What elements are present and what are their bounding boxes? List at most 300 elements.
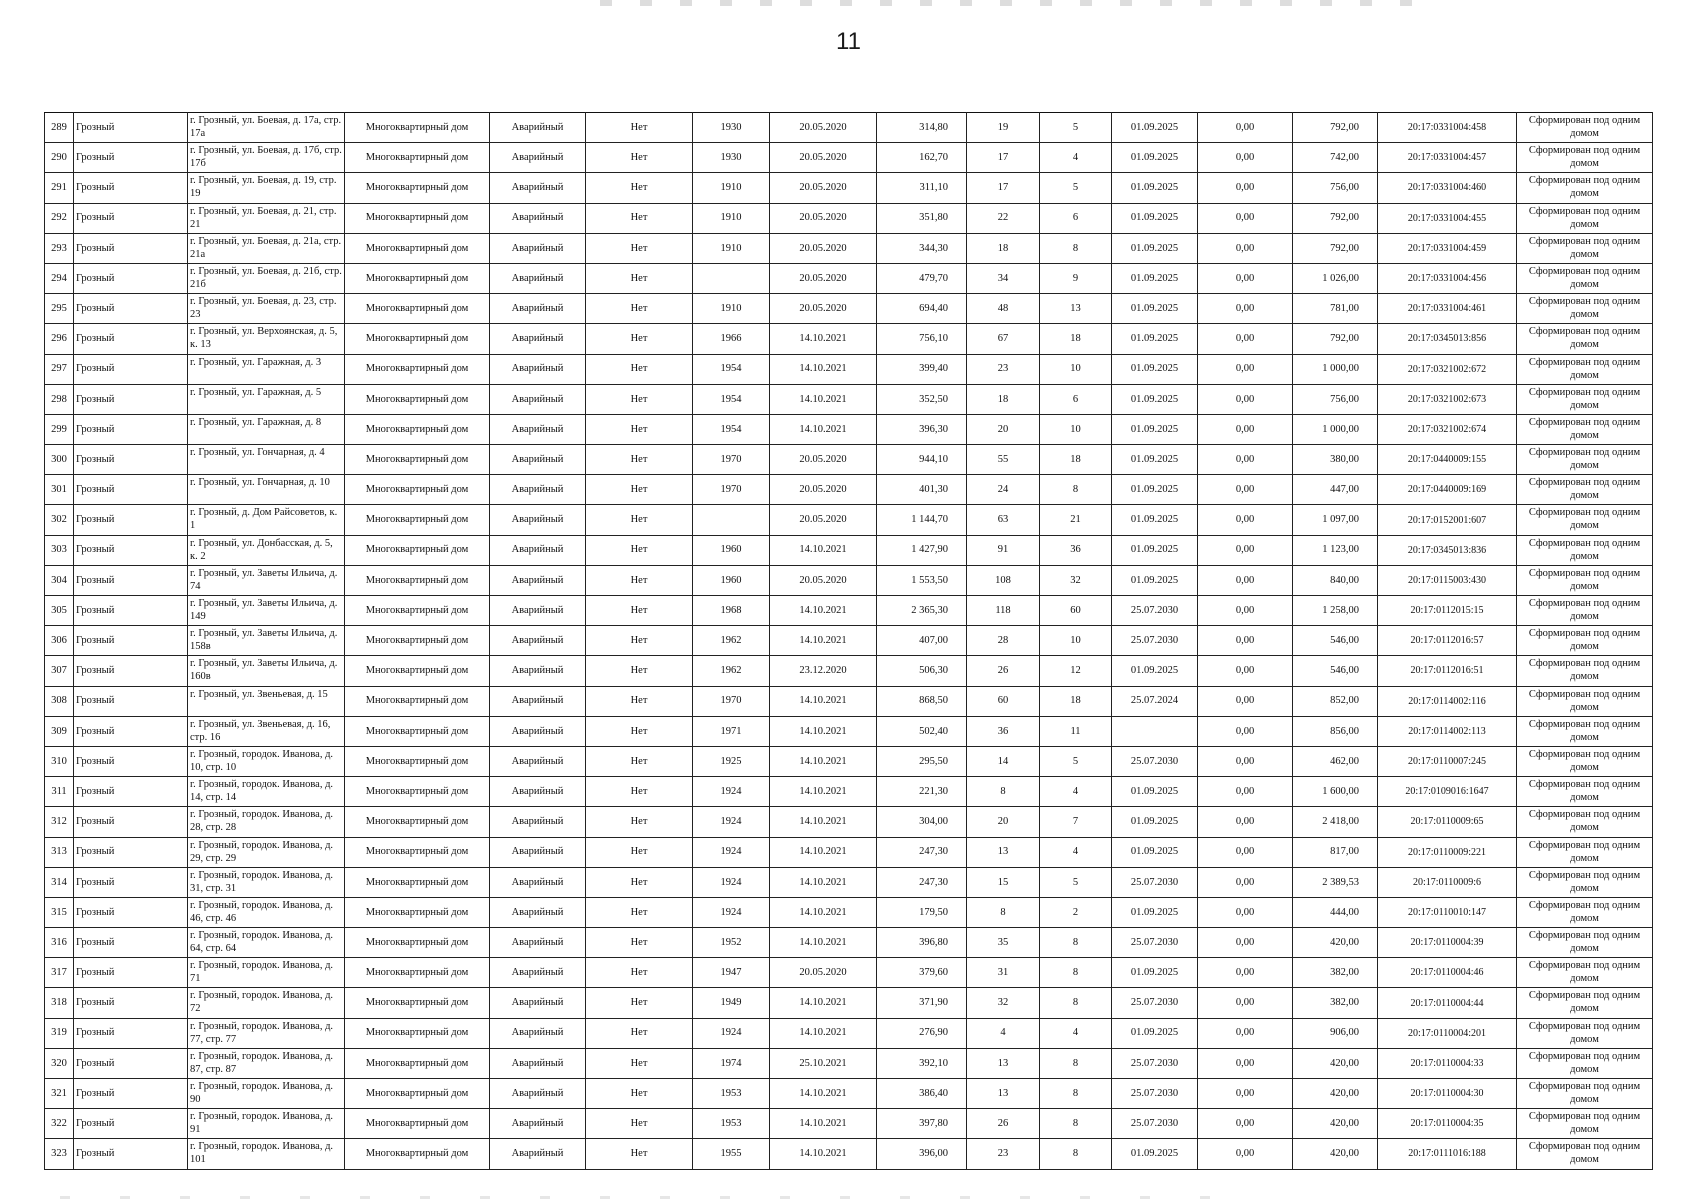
residents-cell: 23 <box>967 1139 1040 1169</box>
address-cell: г. Грозный, ул. Звеньевая, д. 15 <box>188 686 345 716</box>
table-row <box>45 203 1653 233</box>
row-number: 318 <box>45 988 74 1018</box>
building-type-cell: Многоквартирный дом <box>345 505 490 535</box>
note-cell: Сформирован под одним домом <box>1517 1079 1653 1109</box>
city-cell: Грозный <box>74 1139 188 1169</box>
table-row <box>45 384 1653 414</box>
cost-cell: 817,00 <box>1293 837 1378 867</box>
value-cell: 0,00 <box>1198 384 1293 414</box>
table-row <box>45 807 1653 837</box>
value-cell: 0,00 <box>1198 354 1293 384</box>
city-cell: Грозный <box>74 777 188 807</box>
units-cell: 4 <box>1040 1018 1112 1048</box>
table-row <box>45 686 1653 716</box>
table-row <box>45 777 1653 807</box>
table-row <box>45 173 1653 203</box>
row-number: 322 <box>45 1109 74 1139</box>
city-cell: Грозный <box>74 294 188 324</box>
area-cell: 371,90 <box>877 988 967 1018</box>
row-number: 302 <box>45 505 74 535</box>
building-type-cell: Многоквартирный дом <box>345 233 490 263</box>
cadastral-number-cell: 20:17:0331004:455 <box>1378 203 1517 233</box>
table-row <box>45 596 1653 626</box>
recognition-date-cell: 20.05.2020 <box>770 173 877 203</box>
recognition-date-cell: 20.05.2020 <box>770 143 877 173</box>
flag-cell: Нет <box>586 897 693 927</box>
address-cell: г. Грозный, ул. Заветы Ильича, д. 74 <box>188 565 345 595</box>
recognition-date-cell: 20.05.2020 <box>770 565 877 595</box>
year-built-cell: 1947 <box>693 958 770 988</box>
units-cell: 60 <box>1040 596 1112 626</box>
row-number: 310 <box>45 746 74 776</box>
table-row <box>45 263 1653 293</box>
residents-cell: 23 <box>967 354 1040 384</box>
deadline-cell: 01.09.2025 <box>1112 897 1198 927</box>
flag-cell: Нет <box>586 445 693 475</box>
city-cell: Грозный <box>74 1109 188 1139</box>
residents-cell: 26 <box>967 1109 1040 1139</box>
row-number: 314 <box>45 867 74 897</box>
value-cell: 0,00 <box>1198 203 1293 233</box>
row-number: 305 <box>45 596 74 626</box>
recognition-date-cell: 14.10.2021 <box>770 716 877 746</box>
residents-cell: 118 <box>967 596 1040 626</box>
building-type-cell: Многоквартирный дом <box>345 626 490 656</box>
row-number: 323 <box>45 1139 74 1169</box>
recognition-date-cell: 20.05.2020 <box>770 445 877 475</box>
cadastral-number-cell: 20:17:0110010:147 <box>1378 897 1517 927</box>
building-type-cell: Многоквартирный дом <box>345 686 490 716</box>
recognition-date-cell: 23.12.2020 <box>770 656 877 686</box>
table-row <box>45 897 1653 927</box>
residents-cell: 48 <box>967 294 1040 324</box>
building-type-cell: Многоквартирный дом <box>345 354 490 384</box>
deadline-cell: 01.09.2025 <box>1112 354 1198 384</box>
row-number: 301 <box>45 475 74 505</box>
flag-cell: Нет <box>586 203 693 233</box>
recognition-date-cell: 20.05.2020 <box>770 263 877 293</box>
value-cell: 0,00 <box>1198 324 1293 354</box>
deadline-cell: 01.09.2025 <box>1112 263 1198 293</box>
condition-cell: Аварийный <box>490 143 586 173</box>
address-cell: г. Грозный, городок. Иванова, д. 77, стр. 77 <box>188 1018 345 1048</box>
units-cell: 2 <box>1040 897 1112 927</box>
residents-cell: 15 <box>967 867 1040 897</box>
year-built-cell: 1924 <box>693 897 770 927</box>
year-built-cell: 1970 <box>693 445 770 475</box>
flag-cell: Нет <box>586 535 693 565</box>
area-cell: 179,50 <box>877 897 967 927</box>
row-number: 297 <box>45 354 74 384</box>
year-built-cell: 1968 <box>693 596 770 626</box>
city-cell: Грозный <box>74 445 188 475</box>
deadline-cell: 25.07.2024 <box>1112 686 1198 716</box>
units-cell: 8 <box>1040 1109 1112 1139</box>
city-cell: Грозный <box>74 958 188 988</box>
flag-cell: Нет <box>586 988 693 1018</box>
condition-cell: Аварийный <box>490 867 586 897</box>
condition-cell: Аварийный <box>490 1048 586 1078</box>
year-built-cell: 1954 <box>693 354 770 384</box>
cost-cell: 756,00 <box>1293 173 1378 203</box>
building-type-cell: Многоквартирный дом <box>345 1139 490 1169</box>
building-type-cell: Многоквартирный дом <box>345 414 490 444</box>
recognition-date-cell: 25.10.2021 <box>770 1048 877 1078</box>
year-built-cell: 1910 <box>693 294 770 324</box>
note-cell: Сформирован под одним домом <box>1517 505 1653 535</box>
recognition-date-cell: 14.10.2021 <box>770 837 877 867</box>
city-cell: Грозный <box>74 897 188 927</box>
building-type-cell: Многоквартирный дом <box>345 746 490 776</box>
cost-cell: 840,00 <box>1293 565 1378 595</box>
city-cell: Грозный <box>74 173 188 203</box>
value-cell: 0,00 <box>1198 596 1293 626</box>
cadastral-number-cell: 20:17:0331004:458 <box>1378 113 1517 143</box>
condition-cell: Аварийный <box>490 233 586 263</box>
area-cell: 396,30 <box>877 414 967 444</box>
recognition-date-cell: 14.10.2021 <box>770 384 877 414</box>
condition-cell: Аварийный <box>490 354 586 384</box>
note-cell: Сформирован под одним домом <box>1517 746 1653 776</box>
area-cell: 247,30 <box>877 837 967 867</box>
units-cell: 36 <box>1040 535 1112 565</box>
cadastral-number-cell: 20:17:0321002:673 <box>1378 384 1517 414</box>
year-built-cell: 1910 <box>693 173 770 203</box>
table-row <box>45 233 1653 263</box>
residents-cell: 4 <box>967 1018 1040 1048</box>
cadastral-number-cell: 20:17:0321002:672 <box>1378 354 1517 384</box>
area-cell: 407,00 <box>877 626 967 656</box>
cost-cell: 546,00 <box>1293 626 1378 656</box>
value-cell: 0,00 <box>1198 535 1293 565</box>
row-number: 307 <box>45 656 74 686</box>
row-number: 294 <box>45 263 74 293</box>
cost-cell: 420,00 <box>1293 1079 1378 1109</box>
condition-cell: Аварийный <box>490 294 586 324</box>
city-cell: Грозный <box>74 475 188 505</box>
condition-cell: Аварийный <box>490 113 586 143</box>
table-row <box>45 1079 1653 1109</box>
address-cell: г. Грозный, городок. Иванова, д. 31, стр. 31 <box>188 867 345 897</box>
row-number: 309 <box>45 716 74 746</box>
note-cell: Сформирован под одним домом <box>1517 294 1653 324</box>
note-cell: Сформирован под одним домом <box>1517 1109 1653 1139</box>
row-number: 299 <box>45 414 74 444</box>
year-built-cell: 1925 <box>693 746 770 776</box>
building-type-cell: Многоквартирный дом <box>345 173 490 203</box>
table-row <box>45 475 1653 505</box>
row-number: 290 <box>45 143 74 173</box>
residents-cell: 19 <box>967 113 1040 143</box>
table-row <box>45 535 1653 565</box>
address-cell: г. Грозный, ул. Гаражная, д. 5 <box>188 384 345 414</box>
residents-cell: 14 <box>967 746 1040 776</box>
condition-cell: Аварийный <box>490 414 586 444</box>
deadline-cell: 25.07.2030 <box>1112 867 1198 897</box>
cost-cell: 2 389,53 <box>1293 867 1378 897</box>
note-cell: Сформирован под одним домом <box>1517 777 1653 807</box>
deadline-cell: 01.09.2025 <box>1112 1139 1198 1169</box>
recognition-date-cell: 20.05.2020 <box>770 113 877 143</box>
table-row <box>45 1048 1653 1078</box>
flag-cell: Нет <box>586 1048 693 1078</box>
address-cell: г. Грозный, городок. Иванова, д. 10, стр. 10 <box>188 746 345 776</box>
city-cell: Грозный <box>74 1048 188 1078</box>
deadline-cell: 01.09.2025 <box>1112 656 1198 686</box>
city-cell: Грозный <box>74 837 188 867</box>
area-cell: 2 365,30 <box>877 596 967 626</box>
building-type-cell: Многоквартирный дом <box>345 716 490 746</box>
flag-cell: Нет <box>586 807 693 837</box>
condition-cell: Аварийный <box>490 596 586 626</box>
condition-cell: Аварийный <box>490 203 586 233</box>
table-row <box>45 716 1653 746</box>
condition-cell: Аварийный <box>490 475 586 505</box>
cost-cell: 382,00 <box>1293 958 1378 988</box>
year-built-cell: 1952 <box>693 928 770 958</box>
condition-cell: Аварийный <box>490 565 586 595</box>
recognition-date-cell: 14.10.2021 <box>770 1139 877 1169</box>
address-cell: г. Грозный, д. Дом Райсоветов, к. 1 <box>188 505 345 535</box>
table-body <box>45 113 1653 1170</box>
value-cell: 0,00 <box>1198 897 1293 927</box>
cost-cell: 444,00 <box>1293 897 1378 927</box>
value-cell: 0,00 <box>1198 233 1293 263</box>
building-type-cell: Многоквартирный дом <box>345 324 490 354</box>
cadastral-number-cell: 20:17:0112016:51 <box>1378 656 1517 686</box>
area-cell: 392,10 <box>877 1048 967 1078</box>
value-cell: 0,00 <box>1198 475 1293 505</box>
deadline-cell: 25.07.2030 <box>1112 1079 1198 1109</box>
area-cell: 162,70 <box>877 143 967 173</box>
cost-cell: 420,00 <box>1293 1048 1378 1078</box>
area-cell: 295,50 <box>877 746 967 776</box>
area-cell: 304,00 <box>877 807 967 837</box>
deadline-cell <box>1112 716 1198 746</box>
address-cell: г. Грозный, ул. Гончарная, д. 10 <box>188 475 345 505</box>
cost-cell: 420,00 <box>1293 1109 1378 1139</box>
scan-edge-artifact <box>600 0 1420 6</box>
residents-cell: 17 <box>967 143 1040 173</box>
building-type-cell: Многоквартирный дом <box>345 837 490 867</box>
value-cell: 0,00 <box>1198 777 1293 807</box>
address-cell: г. Грозный, городок. Иванова, д. 46, стр. 46 <box>188 897 345 927</box>
residents-cell: 18 <box>967 384 1040 414</box>
deadline-cell: 01.09.2025 <box>1112 1018 1198 1048</box>
row-number: 319 <box>45 1018 74 1048</box>
cost-cell: 382,00 <box>1293 988 1378 1018</box>
flag-cell: Нет <box>586 958 693 988</box>
city-cell: Грозный <box>74 354 188 384</box>
building-type-cell: Многоквартирный дом <box>345 294 490 324</box>
row-number: 308 <box>45 686 74 716</box>
year-built-cell: 1966 <box>693 324 770 354</box>
deadline-cell: 25.07.2030 <box>1112 988 1198 1018</box>
value-cell: 0,00 <box>1198 988 1293 1018</box>
flag-cell: Нет <box>586 113 693 143</box>
area-cell: 351,80 <box>877 203 967 233</box>
address-cell: г. Грозный, ул. Заветы Ильича, д. 149 <box>188 596 345 626</box>
recognition-date-cell: 14.10.2021 <box>770 686 877 716</box>
table-row <box>45 324 1653 354</box>
value-cell: 0,00 <box>1198 1139 1293 1169</box>
address-cell: г. Грозный, ул. Боевая, д. 21б, стр. 21б <box>188 263 345 293</box>
address-cell: г. Грозный, городок. Иванова, д. 101 <box>188 1139 345 1169</box>
area-cell: 396,80 <box>877 928 967 958</box>
area-cell: 756,10 <box>877 324 967 354</box>
row-number: 311 <box>45 777 74 807</box>
flag-cell: Нет <box>586 837 693 867</box>
building-type-cell: Многоквартирный дом <box>345 535 490 565</box>
cadastral-number-cell: 20:17:0440009:155 <box>1378 445 1517 475</box>
flag-cell: Нет <box>586 1109 693 1139</box>
address-cell: г. Грозный, ул. Боевая, д. 19, стр. 19 <box>188 173 345 203</box>
building-type-cell: Многоквартирный дом <box>345 596 490 626</box>
flag-cell: Нет <box>586 414 693 444</box>
table-row <box>45 988 1653 1018</box>
city-cell: Грозный <box>74 746 188 776</box>
deadline-cell: 25.07.2030 <box>1112 1109 1198 1139</box>
building-type-cell: Многоквартирный дом <box>345 958 490 988</box>
deadline-cell: 25.07.2030 <box>1112 1048 1198 1078</box>
table-row <box>45 867 1653 897</box>
condition-cell: Аварийный <box>490 746 586 776</box>
note-cell: Сформирован под одним домом <box>1517 324 1653 354</box>
residents-cell: 13 <box>967 1079 1040 1109</box>
table-row <box>45 445 1653 475</box>
residents-cell: 91 <box>967 535 1040 565</box>
deadline-cell: 01.09.2025 <box>1112 565 1198 595</box>
cadastral-number-cell: 20:17:0110004:201 <box>1378 1018 1517 1048</box>
row-number: 306 <box>45 626 74 656</box>
value-cell: 0,00 <box>1198 656 1293 686</box>
cost-cell: 1 600,00 <box>1293 777 1378 807</box>
residents-cell: 18 <box>967 233 1040 263</box>
residents-cell: 55 <box>967 445 1040 475</box>
units-cell: 11 <box>1040 716 1112 746</box>
address-cell: г. Грозный, ул. Верхоянская, д. 5, к. 13 <box>188 324 345 354</box>
cadastral-number-cell: 20:17:0110009:221 <box>1378 837 1517 867</box>
cadastral-number-cell: 20:17:0111016:188 <box>1378 1139 1517 1169</box>
deadline-cell: 01.09.2025 <box>1112 173 1198 203</box>
residents-cell: 63 <box>967 505 1040 535</box>
address-cell: г. Грозный, ул. Боевая, д. 17а, стр. 17а <box>188 113 345 143</box>
deadline-cell: 01.09.2025 <box>1112 203 1198 233</box>
address-cell: г. Грозный, городок. Иванова, д. 87, стр. 87 <box>188 1048 345 1078</box>
building-type-cell: Многоквартирный дом <box>345 565 490 595</box>
units-cell: 8 <box>1040 233 1112 263</box>
condition-cell: Аварийный <box>490 807 586 837</box>
year-built-cell: 1930 <box>693 113 770 143</box>
flag-cell: Нет <box>586 143 693 173</box>
recognition-date-cell: 14.10.2021 <box>770 928 877 958</box>
cadastral-number-cell: 20:17:0114002:113 <box>1378 716 1517 746</box>
recognition-date-cell: 14.10.2021 <box>770 807 877 837</box>
note-cell: Сформирован под одним домом <box>1517 837 1653 867</box>
note-cell: Сформирован под одним домом <box>1517 565 1653 595</box>
note-cell: Сформирован под одним домом <box>1517 143 1653 173</box>
row-number: 298 <box>45 384 74 414</box>
condition-cell: Аварийный <box>490 686 586 716</box>
value-cell: 0,00 <box>1198 1018 1293 1048</box>
residents-cell: 60 <box>967 686 1040 716</box>
deadline-cell: 25.07.2030 <box>1112 746 1198 776</box>
deadline-cell: 01.09.2025 <box>1112 958 1198 988</box>
units-cell: 4 <box>1040 837 1112 867</box>
building-type-cell: Многоквартирный дом <box>345 988 490 1018</box>
flag-cell: Нет <box>586 475 693 505</box>
flag-cell: Нет <box>586 354 693 384</box>
cadastral-number-cell: 20:17:0440009:169 <box>1378 475 1517 505</box>
recognition-date-cell: 20.05.2020 <box>770 294 877 324</box>
cost-cell: 1 258,00 <box>1293 596 1378 626</box>
note-cell: Сформирован под одним домом <box>1517 203 1653 233</box>
area-cell: 397,80 <box>877 1109 967 1139</box>
residents-cell: 67 <box>967 324 1040 354</box>
cost-cell: 1 026,00 <box>1293 263 1378 293</box>
city-cell: Грозный <box>74 505 188 535</box>
flag-cell: Нет <box>586 596 693 626</box>
building-type-cell: Многоквартирный дом <box>345 475 490 505</box>
cadastral-number-cell: 20:17:0112015:15 <box>1378 596 1517 626</box>
area-cell: 344,30 <box>877 233 967 263</box>
condition-cell: Аварийный <box>490 535 586 565</box>
city-cell: Грозный <box>74 1018 188 1048</box>
row-number: 321 <box>45 1079 74 1109</box>
city-cell: Грозный <box>74 716 188 746</box>
table-row <box>45 565 1653 595</box>
units-cell: 8 <box>1040 1048 1112 1078</box>
residents-cell: 24 <box>967 475 1040 505</box>
cost-cell: 1 123,00 <box>1293 535 1378 565</box>
city-cell: Грозный <box>74 686 188 716</box>
table-row <box>45 656 1653 686</box>
note-cell: Сформирован под одним домом <box>1517 867 1653 897</box>
units-cell: 8 <box>1040 475 1112 505</box>
emergency-housing-table <box>44 112 1653 1170</box>
residents-cell: 34 <box>967 263 1040 293</box>
scan-edge-artifact <box>60 1196 1210 1199</box>
residents-cell: 32 <box>967 988 1040 1018</box>
city-cell: Грозный <box>74 626 188 656</box>
cadastral-number-cell: 20:17:0115003:430 <box>1378 565 1517 595</box>
units-cell: 8 <box>1040 928 1112 958</box>
city-cell: Грозный <box>74 535 188 565</box>
recognition-date-cell: 14.10.2021 <box>770 354 877 384</box>
note-cell: Сформирован под одним домом <box>1517 988 1653 1018</box>
building-type-cell: Многоквартирный дом <box>345 143 490 173</box>
deadline-cell: 25.07.2030 <box>1112 596 1198 626</box>
row-number: 303 <box>45 535 74 565</box>
note-cell: Сформирован под одним домом <box>1517 1139 1653 1169</box>
table-row <box>45 1139 1653 1169</box>
area-cell: 386,40 <box>877 1079 967 1109</box>
cost-cell: 792,00 <box>1293 324 1378 354</box>
cadastral-number-cell: 20:17:0321002:674 <box>1378 414 1517 444</box>
city-cell: Грозный <box>74 807 188 837</box>
year-built-cell: 1954 <box>693 384 770 414</box>
deadline-cell: 01.09.2025 <box>1112 505 1198 535</box>
area-cell: 868,50 <box>877 686 967 716</box>
value-cell: 0,00 <box>1198 716 1293 746</box>
recognition-date-cell: 20.05.2020 <box>770 203 877 233</box>
flag-cell: Нет <box>586 1139 693 1169</box>
units-cell: 7 <box>1040 807 1112 837</box>
address-cell: г. Грозный, городок. Иванова, д. 91 <box>188 1109 345 1139</box>
residents-cell: 20 <box>967 414 1040 444</box>
cost-cell: 420,00 <box>1293 928 1378 958</box>
year-built-cell: 1974 <box>693 1048 770 1078</box>
